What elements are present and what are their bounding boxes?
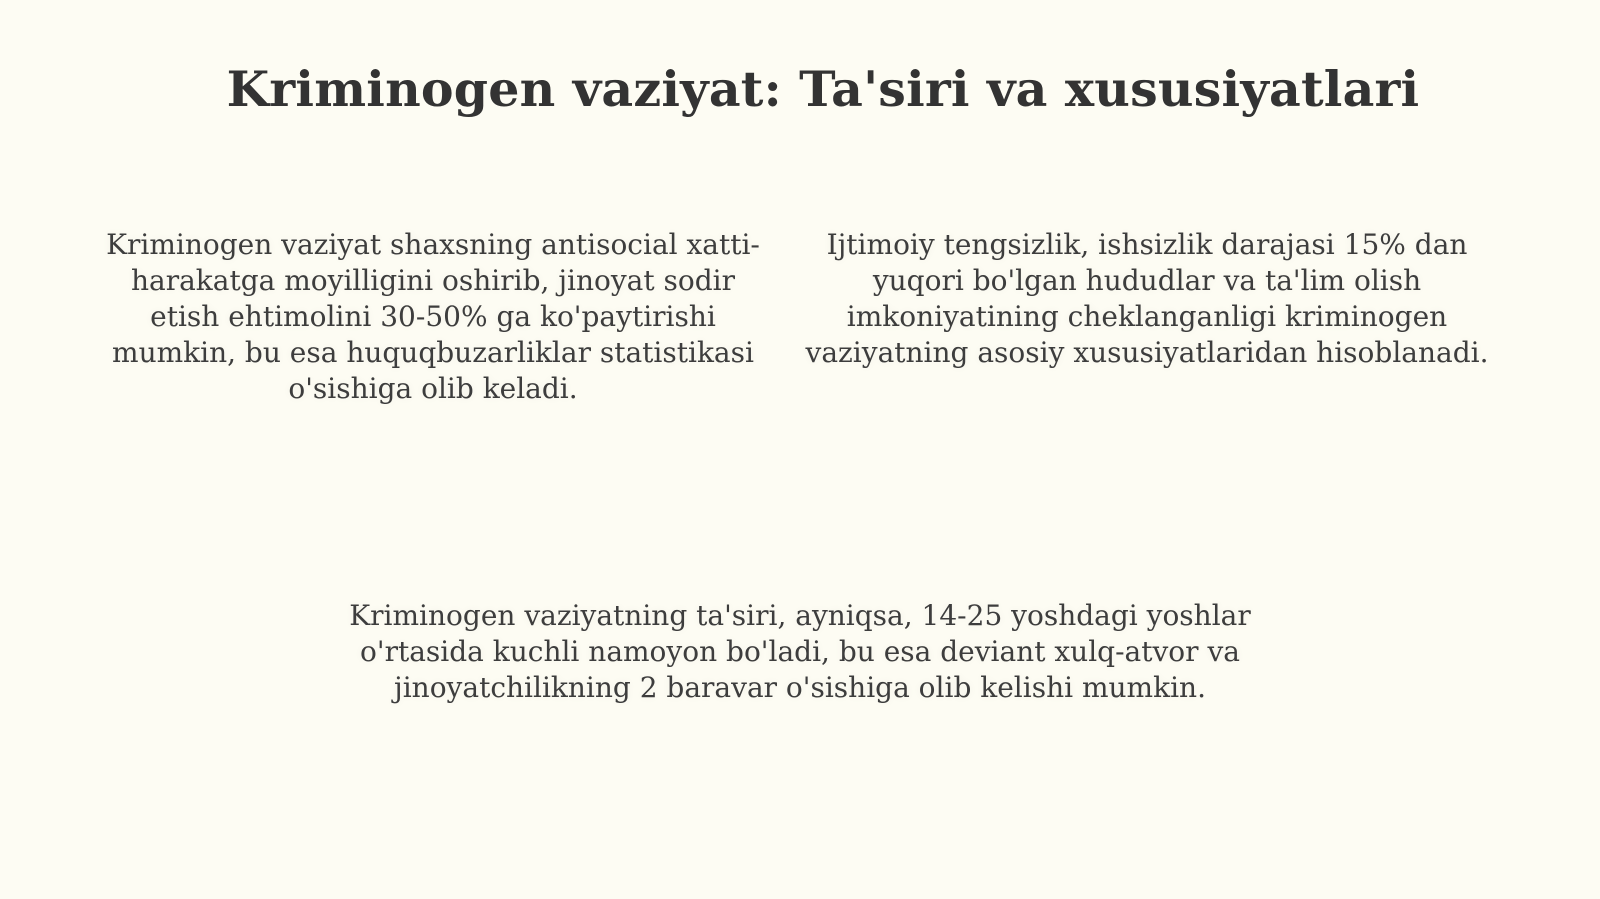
paragraph-youth: Kriminogen vaziyatning ta'siri, ayniqsa, 14-25 yoshdagi yoshlar o'rtasida kuchli namoyon bo'ladi, bu esa deviant xulq-atvor va jinoyatchilikning 2 baravar o'sishiga olib kelishi mumkin. <box>349 599 1251 704</box>
slide-title: Kriminogen vaziyat: Ta'siri va xususiyatlari <box>226 60 1420 118</box>
paragraph-features: Ijtimoiy tengsizlik, ishsizlik darajasi 15% dan yuqori bo'lgan hududlar va ta'lim olish imkoniyatining cheklanganligi kriminogen vaziyatning asosiy xususiyatlaridan hisoblanadi. <box>805 228 1489 369</box>
paragraph-impact: Kriminogen vaziyat shaxsning antisocial xatti-harakatga moyilligini oshirib, jinoyat sodir etish ehtimolini 30-50% ga ko'paytirishi mumkin, bu esa huquqbuzarliklar statistikasi o'sishiga olib keladi. <box>106 228 760 405</box>
